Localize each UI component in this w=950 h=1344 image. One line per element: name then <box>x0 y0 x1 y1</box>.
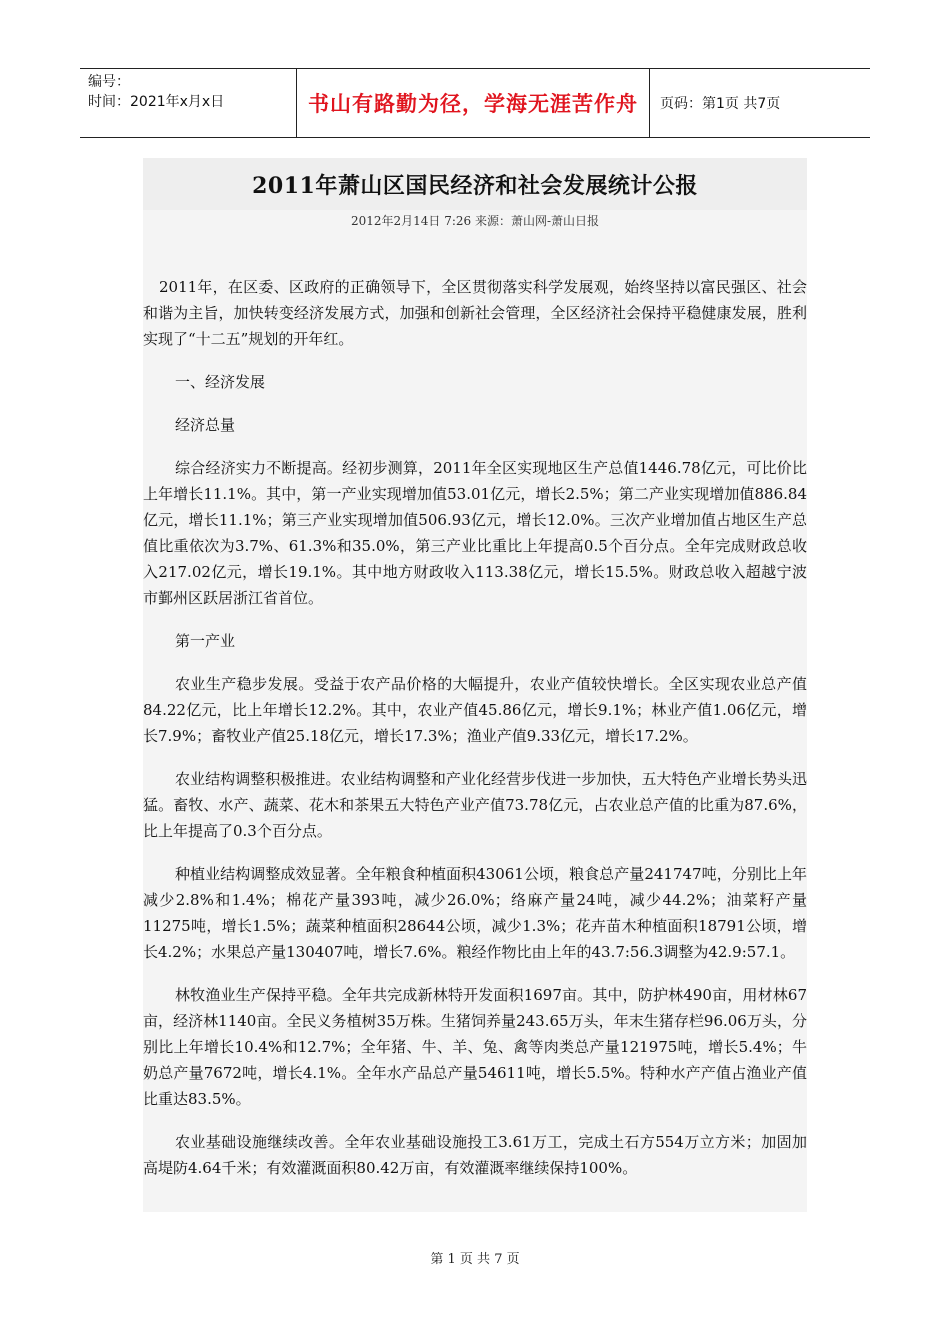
subsection-heading: 第一产业 <box>175 632 236 650</box>
article-title: 2011年萧山区国民经济和社会发展统计公报 <box>252 172 698 199</box>
section-heading: 一、经济发展 <box>175 373 266 391</box>
paragraph: 农业生产稳步发展。受益于农产品价格的大幅提升，农业产值较快增长。全区实现农业总产值84.22亿元，比上年增长12.2%。其中，农业产值45.86亿元，增长9.1%；林业产值1.06亿元，增长7.9%；畜牧业产值25.18亿元，增长17.3%；渔业产值9.33亿元，增长17.2%。 <box>143 675 807 745</box>
document-number: 编号： <box>88 74 130 90</box>
article-meta: 2012年2月14日 7:26 来源：萧山网-萧山日报 <box>350 214 600 228</box>
header-meta <box>80 69 297 137</box>
article <box>143 158 807 1212</box>
document-date: 时间：2021年x月x日 <box>88 94 225 110</box>
paragraph: 农业结构调整积极推进。农业结构调整和产业化经营步伐进一步加快，五大特色产业增长势头迅猛。畜牧、水产、蔬菜、花木和茶果五大特色产业产值73.78亿元，占农业总产值的比重为87.6%，比上年提高了0.3个百分点。 <box>143 770 807 840</box>
paragraph: 农业基础设施继续改善。全年农业基础设施投工3.61万工，完成土石方554万立方米；加固加高堤防4.64千米；有效灌溉面积80.42万亩，有效灌溉率继续保持100%。 <box>143 1133 807 1177</box>
header-page-number: 页码：第1页 共7页 <box>660 96 781 112</box>
paragraph: 林牧渔业生产保持平稳。全年共完成新林特开发面积1697亩。其中，防护林490亩，用材林67亩，经济林1140亩。全民义务植树35万株。生猪饲养量243.65万头，年末生猪存栏96.06万头，分别比上年增长10.4%和12.7%；全年猪、牛、羊、兔、禽等肉类总产量121975吨，增长5.4%；牛奶总产量7672吨，增长4.1%。全年水产品总产量54611吨，增长5.5%。特种水产产值占渔业产值比重达83.5%。 <box>143 986 807 1108</box>
article-body <box>143 274 807 1198</box>
page-footer: 第 1 页 共 7 页 <box>430 1252 520 1267</box>
title-band <box>143 158 807 210</box>
header-motto: 书山有路勤为径，学海无涯苦作舟 <box>297 69 650 137</box>
subsection-heading: 经济总量 <box>175 416 236 434</box>
intro-paragraph: 2011年，在区委、区政府的正确领导下，全区贯彻落实科学发展观，始终坚持以富民强区、社会和谐为主旨，加快转变经济发展方式，加强和创新社会管理，全区经济社会保持平稳健康发展，胜利实现了“十二五”规划的开年红。 <box>143 278 807 348</box>
paragraph: 综合经济实力不断提高。经初步测算，2011年全区实现地区生产总值1446.78亿元，可比价比上年增长11.1%。其中，第一产业实现增加值53.01亿元，增长2.5%；第二产业实现增加值886.84亿元，增长11.1%；第三产业实现增加值506.93亿元，增长12.0%。三次产业增加值占地区生产总值比重依次为3.7%、61.3%和35.0%，第三产业比重比上年提高0.5个百分点。全年完成财政总收入217.02亿元，增长19.1%。其中地方财政收入113.38亿元，增长15.5%。财政总收入超越宁波市鄞州区跃居浙江省首位。 <box>143 459 807 607</box>
paragraph: 种植业结构调整成效显著。全年粮食种植面积43061公顷，粮食总产量241747吨，分别比上年减少2.8%和1.4%；棉花产量393吨，减少26.0%；络麻产量24吨，减少44.2%；油菜籽产量11275吨，增长1.5%；蔬菜种植面积28644公顷，减少1.3%；花卉苗木种植面积18791公顷，增长4.2%；水果总产量130407吨，增长7.6%。粮经作物比由上年的43.7:56.3调整为42.9:57.1。 <box>143 865 807 961</box>
page-header <box>80 68 870 138</box>
